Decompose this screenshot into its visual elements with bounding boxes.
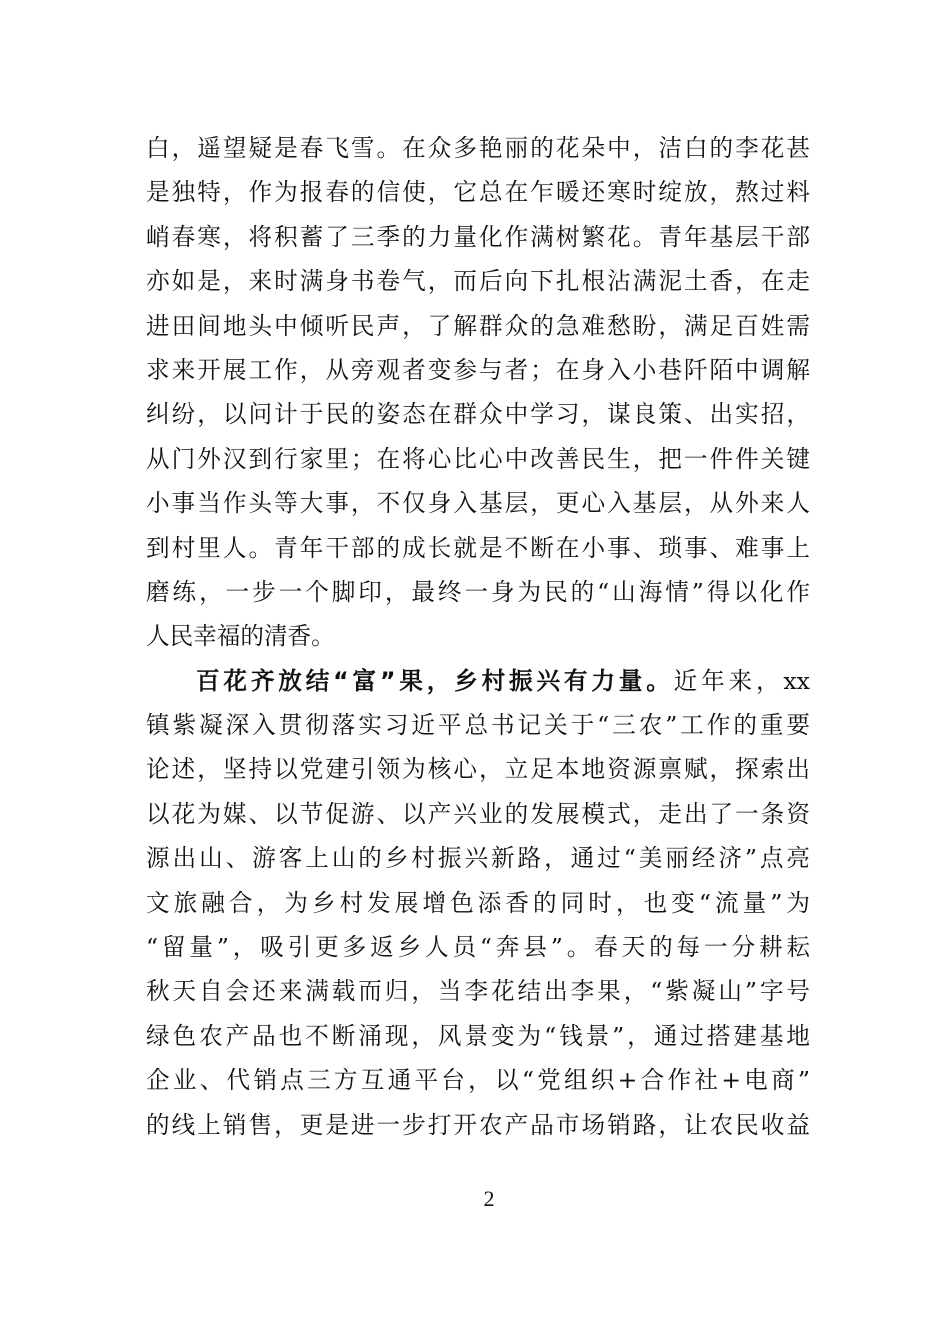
text-line: 源出山、游客上山的乡村振兴新路，通过“美丽经济”点亮 (146, 844, 810, 873)
heading-trailing-text: 近年来，xx (673, 666, 810, 695)
text-line: 绿色农产品也不断涌现，风景变为“钱景”，通过搭建基地 (146, 1021, 810, 1050)
text-line: 的线上销售，更是进一步打开农产品市场销路，让农民收益 (146, 1110, 810, 1139)
paragraph-1 (146, 126, 810, 659)
text-line: 秋天自会还来满载而归，当李花结出李果，“紫凝山”字号 (146, 977, 810, 1006)
paragraph-2 (146, 659, 810, 1147)
text-line: 文旅融合，为乡村发展增色添香的同时，也变“流量”为 (146, 888, 810, 917)
text-line: 磨练，一步一个脚印，最终一身为民的“山海情”得以化作 (146, 577, 810, 606)
text-line: 从门外汉到行家里；在将心比心中改善民生，把一件件关键 (146, 444, 810, 473)
text-line: 人民幸福的清香。 (146, 622, 335, 651)
text-line: 纠纷，以问计于民的姿态在群众中学习，谋良策、出实招， (146, 400, 810, 429)
text-line: 到村里人。青年干部的成长就是不断在小事、琐事、难事上 (146, 533, 810, 562)
text-line: 峭春寒，将积蓄了三季的力量化作满树繁花。青年基层干部 (146, 222, 810, 251)
text-line: 小事当作头等大事，不仅身入基层，更心入基层，从外来人 (146, 489, 810, 518)
page-number: 2 (483, 1186, 495, 1211)
text-line: 企业、代销点三方互通平台，以“党组织+合作社+电商” (146, 1066, 810, 1095)
text-line: 亦如是，来时满身书卷气，而后向下扎根沾满泥土香，在走 (146, 267, 810, 296)
text-line: 是独特，作为报春的信使，它总在乍暖还寒时绽放，熬过料 (146, 178, 810, 207)
body-text (146, 126, 810, 1147)
paragraph-heading: 百花齐放结“富”果，乡村振兴有力量。 (196, 666, 674, 695)
text-line: 以花为媒、以节促游、以产兴业的发展模式，走出了一条资 (146, 799, 810, 828)
text-line: 进田间地头中倾听民声，了解群众的急难愁盼，满足百姓需 (146, 311, 810, 340)
text-line: 求来开展工作，从旁观者变参与者；在身入小巷阡陌中调解 (146, 355, 810, 384)
text-line: “留量”，吸引更多返乡人员“奔县”。春天的每一分耕耘 (146, 933, 810, 962)
text-line: 镇紫凝深入贯彻落实习近平总书记关于“三农”工作的重要 (146, 711, 810, 740)
text-line: 论述，坚持以党建引领为核心，立足本地资源禀赋，探索出 (146, 755, 810, 784)
paragraph-2-first-line (146, 659, 810, 703)
text-line: 白，遥望疑是春飞雪。在众多艳丽的花朵中，洁白的李花甚 (146, 134, 810, 162)
